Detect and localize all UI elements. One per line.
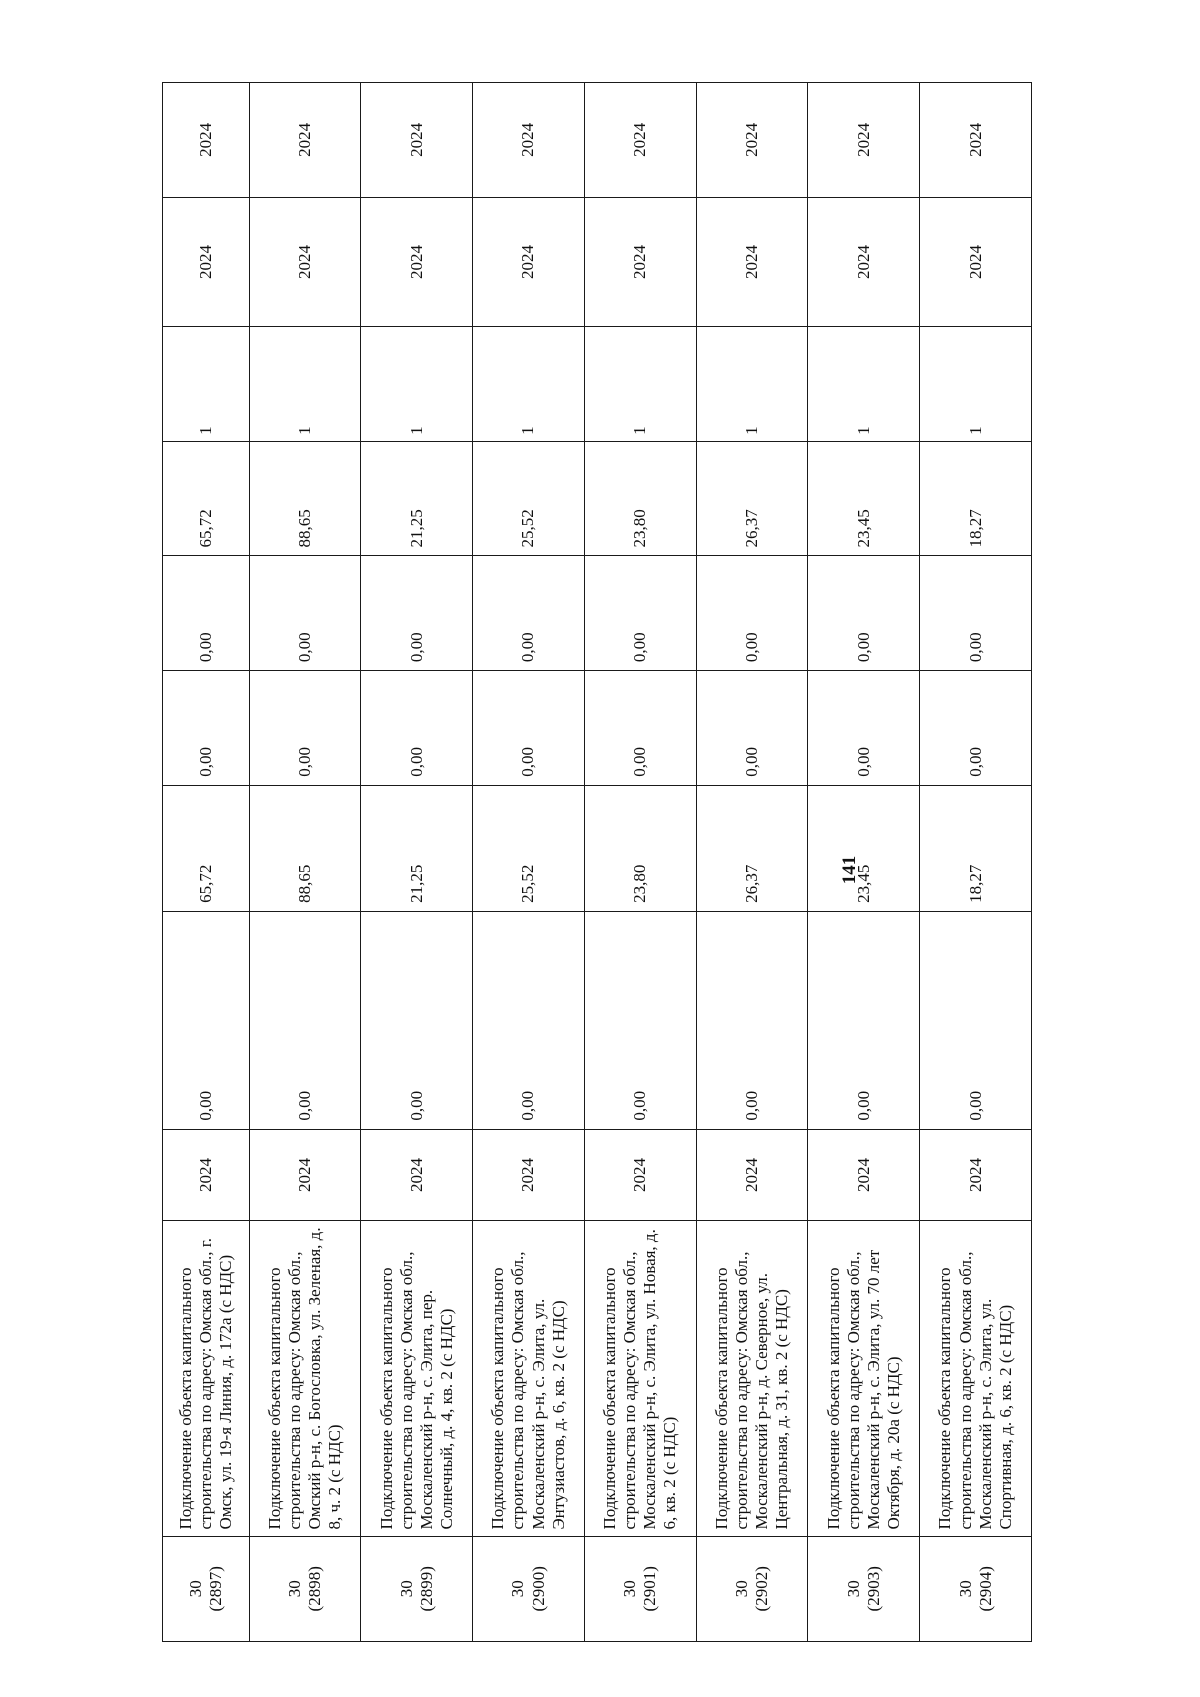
table-row [473,83,585,1642]
value-cell [163,556,250,671]
cell-text: Подключение объекта капитального строительства по адресу: Омская обл., Москаленский р-н, д. Северное, ул. Центральная, д. 31, кв. 2 (с НДС) [711,1251,792,1530]
description-cell [473,1221,585,1536]
value-cell [584,441,696,556]
cell-text: 0,00 [406,746,426,777]
row-number-cell [473,1536,585,1641]
cell-text: 0,00 [630,1090,650,1121]
row-code: (2899) [416,1566,436,1612]
year-cell [473,83,585,198]
cell-text: 0,00 [741,746,761,777]
value-cell [473,671,585,786]
year-cell [361,83,473,198]
rotated-table-container [162,82,1032,1642]
cell-text: 0,00 [853,746,873,777]
row-number-cell [808,1536,920,1641]
year-cell [920,83,1032,198]
row-code: (2904) [975,1566,995,1612]
value-cell [696,911,808,1129]
year-cell [249,1129,361,1221]
value-cell [473,785,585,911]
row-code: (2900) [528,1566,548,1612]
year-cell [584,83,696,198]
cell-text: 0,00 [294,632,314,663]
cell-text: 0,00 [965,746,985,777]
cell-text: 1 [294,426,314,435]
count-cell [696,327,808,442]
value-cell [584,671,696,786]
value-cell [361,785,473,911]
value-cell [920,671,1032,786]
cell-text: 1 [195,426,215,435]
description-cell [808,1221,920,1536]
count-cell [361,327,473,442]
cell-text: 0,00 [965,632,985,663]
cell-text: 1 [518,426,538,435]
value-cell [808,441,920,556]
row-code: (2903) [863,1566,883,1612]
cell-text: Подключение объекта капитального строительства по адресу: Омская обл., Москаленский р-н, с. Элита, ул. Энтузиастов, д. 6, кв. 2 (с НДС) [488,1251,568,1530]
row-number-cell [696,1536,808,1641]
cell-text: 21,25 [406,864,426,903]
row-number: 30 [185,1580,205,1598]
year-cell [696,1129,808,1221]
year-cell [696,197,808,327]
value-cell [696,556,808,671]
cell-text: Подключение объекта капитального строительства по адресу: Омская обл., Москаленский р-н, с. Элита, ул. Новая, д. 6, кв. 2 (с НДС) [600,1229,680,1530]
value-cell [584,911,696,1129]
year-cell [920,1129,1032,1221]
value-cell [473,556,585,671]
year-cell [163,83,250,198]
row-code: (2902) [752,1566,772,1612]
cell-text: 2024 [965,244,985,279]
cell-text: 23,80 [630,509,650,548]
year-cell [808,83,920,198]
cell-text: 1 [741,426,761,435]
cell-text: 0,00 [630,632,650,663]
value-cell [361,671,473,786]
cell-text: Подключение объекта капитального строительства по адресу: Омская обл., Москаленский р-н, с. Элита, ул. 70 лет Октября, д. 20а (с НДС) [823,1249,903,1530]
cell-text: 0,00 [294,1090,314,1121]
count-cell [163,327,250,442]
table-row [249,83,361,1642]
year-cell [163,1129,250,1221]
cell-text: 0,00 [853,1090,873,1121]
cell-text: 2024 [965,1157,985,1192]
year-cell [696,83,808,198]
cell-text: 2024 [630,122,650,157]
row-number-cell [249,1536,361,1641]
count-cell [249,327,361,442]
year-cell [473,197,585,327]
value-cell [163,911,250,1129]
row-number: 30 [955,1580,975,1598]
cell-text: 88,65 [294,509,314,548]
cell-text: 23,45 [853,509,873,548]
description-cell [584,1221,696,1536]
cell-text: 2024 [294,244,314,279]
year-cell [920,197,1032,327]
row-number-cell [920,1536,1032,1641]
cell-text: 2024 [630,1157,650,1192]
data-table [162,82,1032,1642]
cell-text: 2024 [741,244,761,279]
year-cell [361,197,473,327]
rotated-table [162,82,1032,1642]
cell-text: 2024 [741,1157,761,1192]
value-cell [249,556,361,671]
cell-text: 2024 [195,244,215,279]
cell-text: 1 [853,426,873,435]
count-cell [920,327,1032,442]
cell-text: 2024 [630,244,650,279]
cell-text: 23,45 [853,864,873,903]
cell-text: 23,80 [630,864,650,903]
cell-text: 0,00 [741,632,761,663]
cell-text: 2024 [518,122,538,157]
row-code: (2897) [205,1566,225,1612]
row-number: 30 [843,1580,863,1598]
year-cell [808,1129,920,1221]
cell-text: 2024 [741,122,761,157]
cell-text: 25,52 [518,509,538,548]
row-code: (2898) [305,1566,325,1612]
description-cell [249,1221,361,1536]
value-cell [249,671,361,786]
cell-text: Подключение объекта капитального строительства по адресу: Омская обл., Омский р-н, с. Богословка, ул. Зеленая, д. 8, ч. 2 (с НДС) [264,1227,345,1530]
cell-text: 2024 [406,122,426,157]
cell-text: 0,00 [965,1090,985,1121]
page-number: 141 [839,855,860,885]
cell-text: Подключение объекта капитального строительства по адресу: Омская обл., г. Омск, ул. 19-я Линия, д. 172а (с НДС) [175,1237,235,1530]
table-row [584,83,696,1642]
value-cell [696,785,808,911]
cell-text: 0,00 [195,632,215,663]
cell-text: 1 [630,426,650,435]
row-number-cell [584,1536,696,1641]
table-row [163,83,250,1642]
year-cell [584,197,696,327]
cell-text: 0,00 [195,1090,215,1121]
table-row [808,83,920,1642]
description-cell [696,1221,808,1536]
count-cell [473,327,585,442]
cell-text: 0,00 [853,632,873,663]
cell-text: 2024 [195,122,215,157]
cell-text: 0,00 [518,632,538,663]
year-cell [163,197,250,327]
value-cell [696,671,808,786]
cell-text: 2024 [965,122,985,157]
cell-text: 2024 [294,1157,314,1192]
row-number: 30 [284,1580,304,1598]
cell-text: 2024 [853,1157,873,1192]
count-cell [808,327,920,442]
cell-text: 2024 [853,122,873,157]
cell-text: 65,72 [195,509,215,548]
value-cell [920,556,1032,671]
description-cell [361,1221,473,1536]
cell-text: 0,00 [741,1090,761,1121]
value-cell [249,441,361,556]
cell-text: 2024 [406,1157,426,1192]
value-cell [696,441,808,556]
year-cell [584,1129,696,1221]
value-cell [249,785,361,911]
value-cell [920,785,1032,911]
cell-text: 0,00 [195,746,215,777]
value-cell [361,911,473,1129]
cell-text: 0,00 [518,1090,538,1121]
cell-text: 0,00 [518,746,538,777]
value-cell [473,911,585,1129]
year-cell [249,197,361,327]
cell-text: Подключение объекта капитального строительства по адресу: Омская обл., Москаленский р-н, с. Элита, ул. Спортивная, д. 6, кв. 2 (с НДС) [935,1251,1015,1530]
value-cell [808,556,920,671]
cell-text: 18,27 [965,864,985,903]
row-number-cell [163,1536,250,1641]
value-cell [808,911,920,1129]
cell-text: 26,37 [741,509,761,548]
year-cell [473,1129,585,1221]
count-cell [584,327,696,442]
table-row [696,83,808,1642]
cell-text: 2024 [518,244,538,279]
row-number: 30 [620,1580,640,1598]
value-cell [249,911,361,1129]
value-cell [920,441,1032,556]
cell-text: 0,00 [630,746,650,777]
cell-text: 0,00 [406,1090,426,1121]
cell-text: 88,65 [294,864,314,903]
row-code: (2901) [640,1566,660,1612]
cell-text: 18,27 [965,509,985,548]
value-cell [584,785,696,911]
cell-text: 2024 [406,244,426,279]
cell-text: Подключение объекта капитального строительства по адресу: Омская обл., Москаленский р-н, с. Элита, пер. Солнечный, д. 4, кв. 2 (с НДС) [376,1251,456,1530]
year-cell [361,1129,473,1221]
cell-text: 2024 [294,122,314,157]
cell-text: 1 [406,426,426,435]
year-cell [249,83,361,198]
value-cell [361,556,473,671]
year-cell [808,197,920,327]
value-cell [473,441,585,556]
value-cell [920,911,1032,1129]
row-number: 30 [396,1580,416,1598]
row-number: 30 [731,1580,751,1598]
description-cell [163,1221,250,1536]
value-cell [584,556,696,671]
cell-text: 25,52 [518,864,538,903]
description-cell [920,1221,1032,1536]
value-cell [808,785,920,911]
cell-text: 65,72 [195,864,215,903]
cell-text: 0,00 [294,746,314,777]
value-cell [808,671,920,786]
cell-text: 0,00 [406,632,426,663]
row-number: 30 [508,1580,528,1598]
value-cell [163,671,250,786]
value-cell [163,785,250,911]
cell-text: 26,37 [741,864,761,903]
value-cell [361,441,473,556]
table-row [361,83,473,1642]
cell-text: 2024 [195,1157,215,1192]
row-number-cell [361,1536,473,1641]
cell-text: 2024 [853,244,873,279]
table-row [920,83,1032,1642]
cell-text: 21,25 [406,509,426,548]
value-cell [163,441,250,556]
cell-text: 1 [965,426,985,435]
cell-text: 2024 [518,1157,538,1192]
